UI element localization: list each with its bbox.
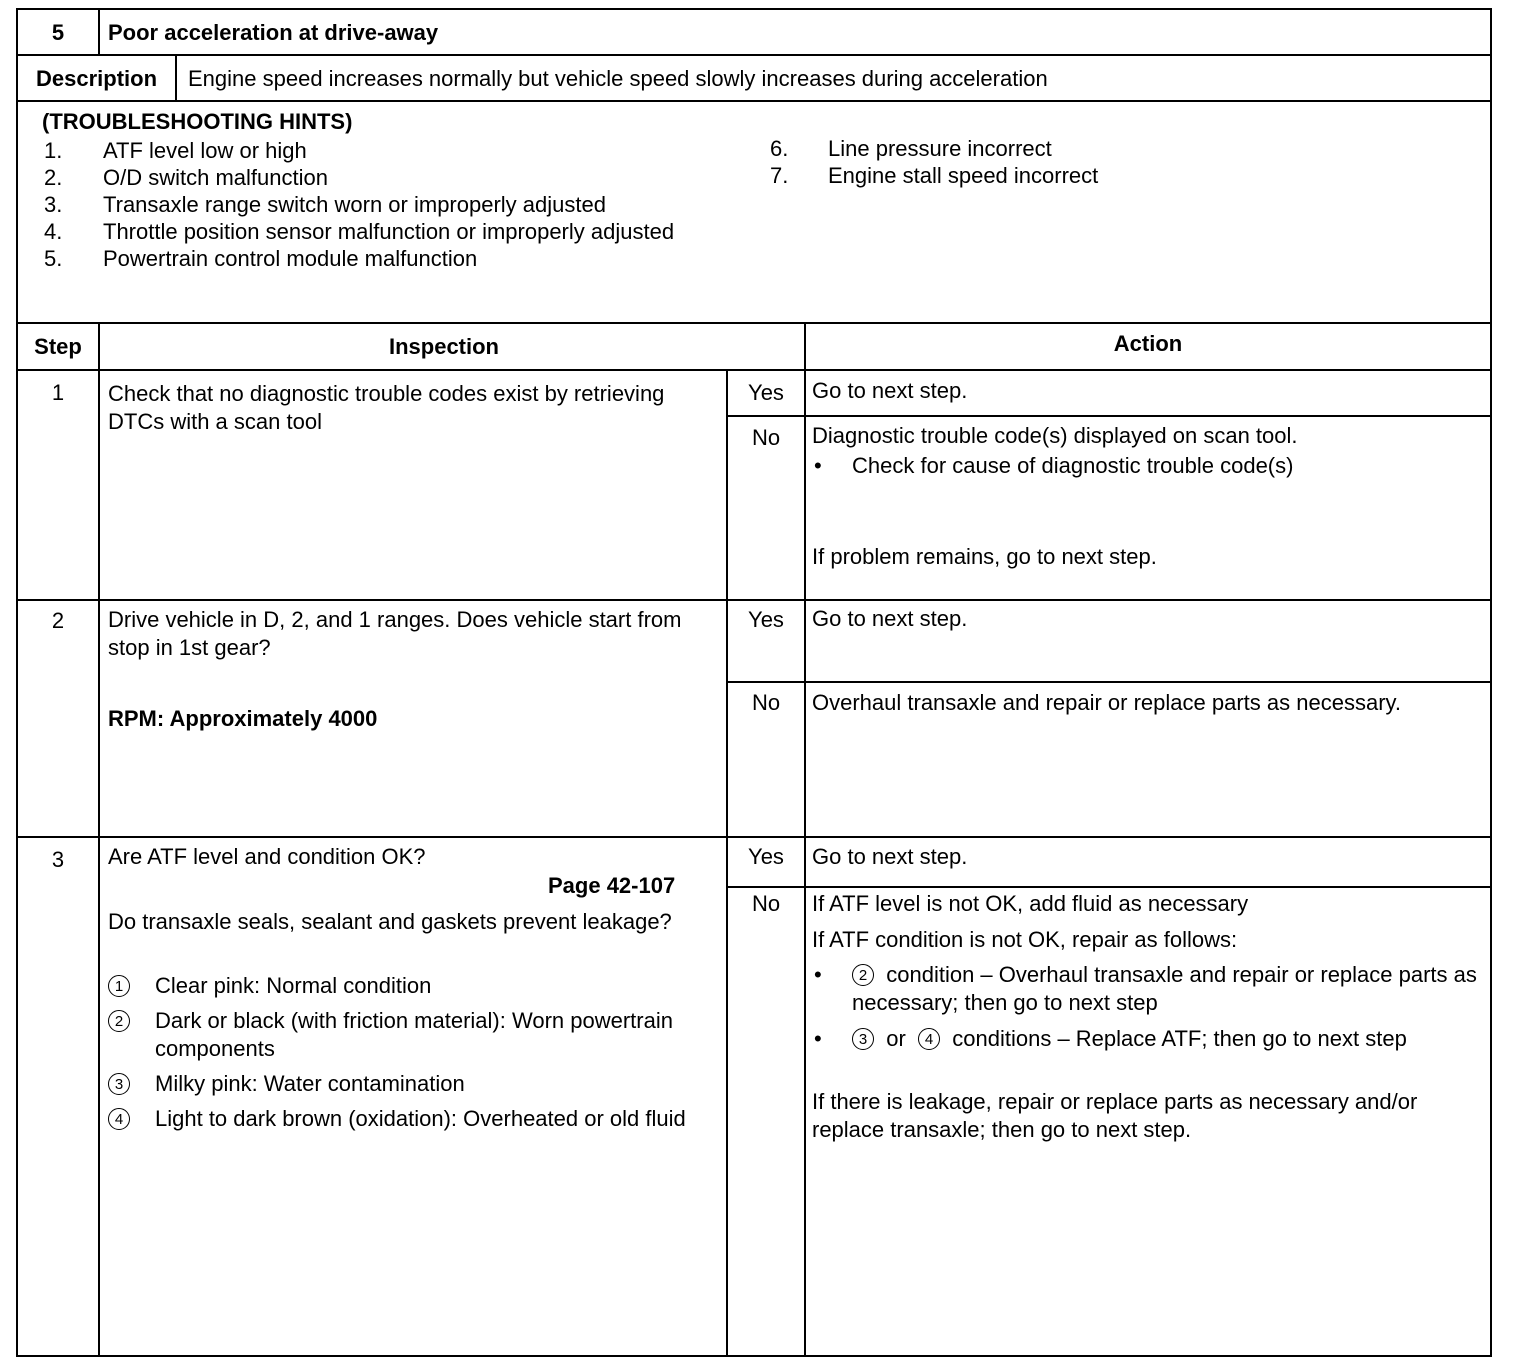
step-3-number: 3 — [51, 847, 65, 872]
hint-3-number: 3. — [44, 192, 63, 217]
rule-step-column — [98, 322, 100, 1357]
hint-7-number: 7. — [770, 163, 789, 188]
hint-2-text: O/D switch malfunction — [103, 165, 328, 190]
step-1-yes-action: Go to next step. — [812, 378, 968, 403]
column-header-step: Step — [34, 334, 82, 359]
condition-2-ref: 2 — [852, 964, 874, 986]
step-2-yes-action: Go to next step. — [812, 606, 968, 631]
rule-header — [18, 54, 1490, 56]
step-1-no-label: No — [751, 425, 781, 450]
symptom-number: 5 — [51, 20, 65, 45]
hint-1-text: ATF level low or high — [103, 138, 307, 163]
condition-4-marker: 4 — [108, 1105, 130, 1133]
hint-5-number: 5. — [44, 246, 63, 271]
step-1-inspection: Check that no diagnostic trouble codes exist by retrieving DTCs with a scan tool — [108, 381, 665, 434]
troubleshooting-table — [16, 8, 1492, 1357]
step-1-number: 1 — [51, 380, 65, 405]
condition-1-text: Clear pink: Normal condition — [155, 973, 432, 998]
step-3-question-1: Are ATF level and condition OK? — [108, 844, 426, 869]
step-3-no-action-3: If there is leakage, repair or replace parts as necessary and/or replace transaxle; then go to next step. — [812, 1089, 1418, 1142]
step-2-spec: RPM: Approximately 4000 — [108, 706, 378, 731]
condition-2-marker: 2 — [108, 1007, 130, 1035]
rule-description-label — [175, 54, 177, 100]
column-header-inspection: Inspection — [388, 334, 499, 359]
condition-2-text: Dark or black (with friction material): Worn powertrain components — [155, 1008, 673, 1061]
step-3-no-action-1: If ATF level is not OK, add fluid as necessary — [812, 891, 1249, 916]
column-header-action: Action — [1113, 331, 1183, 356]
rule-header-number — [98, 10, 100, 54]
rule-step-1-yes — [726, 415, 1490, 417]
step-3-question-2: Do transaxle seals, sealant and gaskets prevent leakage? — [108, 909, 672, 934]
step-1-no-action-2: If problem remains, go to next step. — [812, 544, 1157, 569]
rule-step-1 — [18, 599, 1490, 601]
step-3-yes-action: Go to next step. — [812, 844, 968, 869]
step-2-inspection: Drive vehicle in D, 2, and 1 ranges. Does vehicle start from stop in 1st gear? — [108, 607, 682, 660]
hints-title: (TROUBLESHOOTING HINTS) — [42, 109, 353, 134]
step-1-no-action-1: Diagnostic trouble code(s) displayed on scan tool. — [812, 423, 1298, 448]
step-1-yes-label: Yes — [748, 380, 784, 405]
step-3-page-ref: Page 42-107 — [548, 873, 676, 898]
condition-3-text: Milky pink: Water contamination — [155, 1071, 465, 1096]
hint-4-number: 4. — [44, 219, 63, 244]
symptom-title: Poor acceleration at drive-away — [108, 20, 439, 45]
rule-action-column — [804, 322, 806, 1357]
rule-step-3-yes — [726, 886, 1490, 888]
condition-4-text: Light to dark brown (oxidation): Overheated or old fluid — [155, 1106, 686, 1131]
hint-2-number: 2. — [44, 165, 63, 190]
hint-3-text: Transaxle range switch worn or improperly adjusted — [103, 192, 606, 217]
rule-step-2-yes — [726, 681, 1490, 683]
condition-3-ref: 3 — [852, 1028, 874, 1050]
hint-6-text: Line pressure incorrect — [828, 136, 1052, 161]
rule-step-2 — [18, 836, 1490, 838]
hint-1-number: 1. — [44, 138, 63, 163]
rule-hints — [18, 322, 1490, 324]
rule-description — [18, 100, 1490, 102]
step-3-no-action-2: If ATF condition is not OK, repair as follows: — [812, 927, 1238, 952]
step-2-yes-label: Yes — [748, 607, 784, 632]
hint-7-text: Engine stall speed incorrect — [828, 163, 1099, 188]
description-text: Engine speed increases normally but vehicle speed slowly increases during acceleration — [188, 66, 1048, 91]
step-1-no-bullet-marker: • — [814, 453, 822, 478]
step-3-no-bullet-1-text: condition – Overhaul transaxle and repair or replace parts as necessary; then go to next step — [852, 962, 1477, 1015]
step-2-no-action: Overhaul transaxle and repair or replace parts as necessary. — [812, 690, 1401, 715]
step-3-no-bullet-2 — [852, 1025, 1452, 1053]
condition-3-marker: 3 — [108, 1070, 130, 1098]
step-2-number: 2 — [51, 608, 65, 633]
step-3-yes-label: Yes — [748, 844, 784, 869]
step-2-no-label: No — [751, 690, 781, 715]
step-3-no-bullet-1 — [852, 961, 1482, 1017]
step-3-no-label: No — [751, 891, 781, 916]
step-3-no-bullet-2-text: conditions – Replace ATF; then go to next step — [952, 1026, 1407, 1051]
step-3-no-bullet-2-marker: • — [814, 1026, 822, 1051]
condition-1-marker: 1 — [108, 972, 130, 1000]
step-1-no-bullet: Check for cause of diagnostic trouble code(s) — [852, 453, 1294, 478]
step-3-no-bullet-2-or: or — [886, 1026, 906, 1051]
hint-5-text: Powertrain control module malfunction — [103, 246, 478, 271]
description-label: Description — [35, 66, 158, 91]
rule-columns — [18, 369, 1490, 371]
step-3-no-bullet-1-marker: • — [814, 962, 822, 987]
hint-6-number: 6. — [770, 136, 789, 161]
condition-4-ref: 4 — [918, 1028, 940, 1050]
hint-4-text: Throttle position sensor malfunction or improperly adjusted — [103, 219, 675, 244]
